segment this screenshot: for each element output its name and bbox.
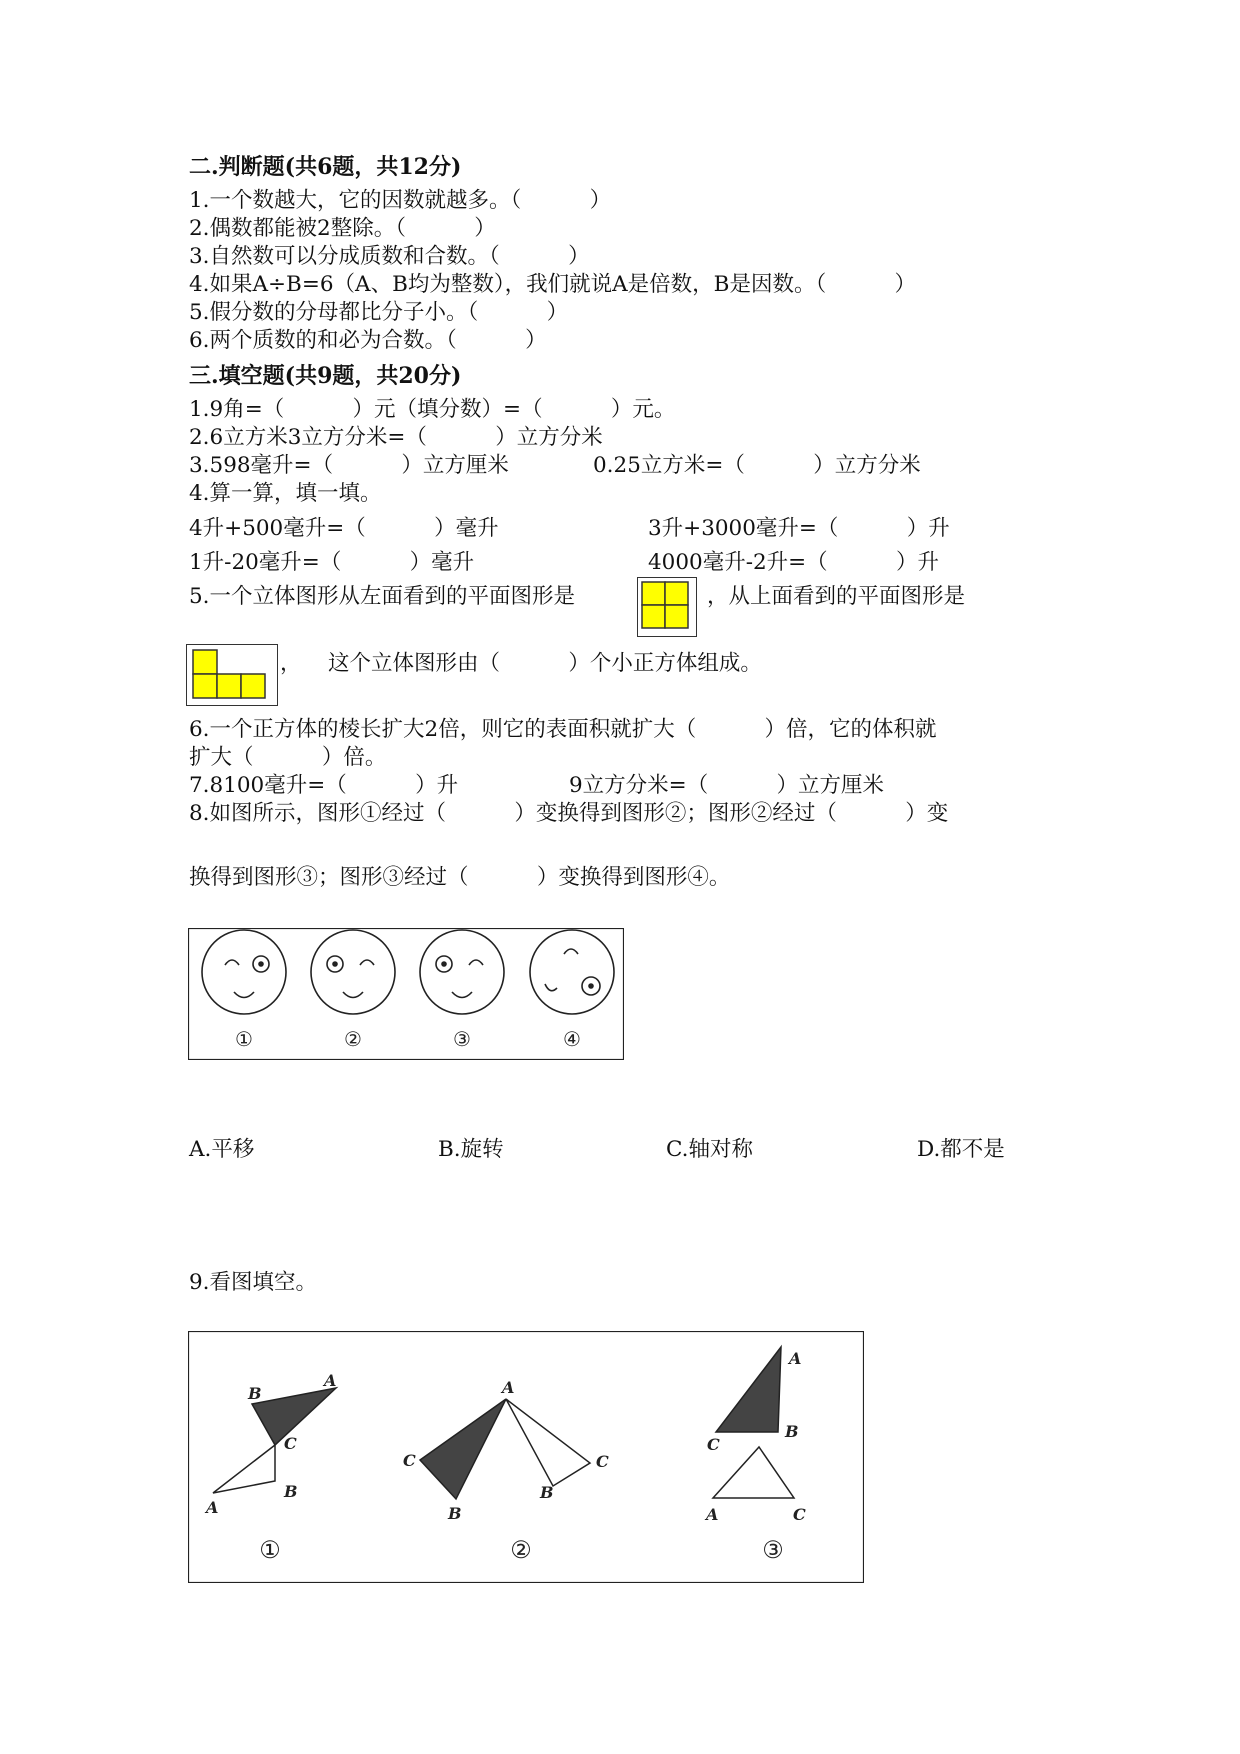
fill-q8-line1: 8.如图所示，图形①经过（ ）变换得到图形②；图形②经过（ ）变	[189, 801, 949, 826]
face-label-3: ③	[453, 1027, 471, 1051]
fill-q4-4: 4000毫升-2升=（ ）升	[648, 550, 940, 575]
top-view-figure	[186, 644, 278, 706]
judge-item-3: 3.自然数可以分成质数和合数。（ ）	[189, 244, 590, 269]
face-label-1: ①	[235, 1027, 253, 1051]
fill-q5-part1: 5.一个立体图形从左面看到的平面图形是	[189, 584, 576, 609]
fill-q9: 9.看图填空。	[189, 1270, 318, 1295]
tri2-label-c: C	[403, 1451, 416, 1470]
fill-q4: 4.算一算，填一填。	[189, 481, 382, 506]
triangles-figure	[188, 1331, 864, 1583]
section2-title: 二.判断题(共6题，共12分)	[189, 154, 462, 180]
fill-q6-line2: 扩大（ ）倍。	[189, 745, 387, 770]
face-label-2: ②	[344, 1027, 362, 1051]
fill-q4-3: 1升-20毫升=（ ）毫升	[189, 550, 475, 575]
option-c: C.轴对称	[666, 1137, 754, 1162]
fill-q5-part2: ，从上面看到的平面图形是	[707, 584, 966, 609]
judge-item-5: 5.假分数的分母都比分子小。（ ）	[189, 300, 569, 325]
tri2-label-a: A	[502, 1378, 515, 1397]
tri-label-3: ③	[762, 1536, 784, 1564]
fill-q5-comma: ，	[280, 651, 302, 676]
judge-item-6: 6.两个质数的和必为合数。（ ）	[189, 328, 547, 353]
tri1-label-b2: B	[284, 1482, 298, 1501]
fill-q7b: 9立方分米=（ ）立方厘米	[569, 773, 885, 798]
fill-q4-2: 3升+3000毫升=（ ）升	[648, 516, 950, 541]
tri1-label-c: C	[284, 1434, 297, 1453]
tri-label-2: ②	[510, 1536, 532, 1564]
tri2-label-c2: C	[596, 1452, 609, 1471]
left-view-figure	[637, 577, 697, 637]
fill-q2: 2.6立方米3立方分米=（ ）立方分米	[189, 425, 603, 450]
judge-item-4: 4.如果A÷B=6（A、B均为整数），我们就说A是倍数，B是因数。（ ）	[189, 272, 917, 297]
tri3-label-b: B	[785, 1422, 799, 1441]
fill-q3b: 0.25立方米=（ ）立方分米	[593, 453, 921, 478]
judge-item-2: 2.偶数都能被2整除。（ ）	[189, 216, 496, 241]
tri3-label-c: C	[707, 1435, 720, 1454]
section3-title: 三.填空题(共9题，共20分)	[189, 363, 462, 389]
option-a: A.平移	[189, 1137, 255, 1162]
tri1-label-b: B	[248, 1384, 262, 1403]
fill-q3a: 3.598毫升=（ ）立方厘米	[189, 453, 509, 478]
faces-figure	[188, 928, 624, 1060]
fill-q4-1: 4升+500毫升=（ ）毫升	[189, 516, 499, 541]
judge-item-1: 1.一个数越大，它的因数就越多。（ ）	[189, 188, 612, 213]
tri1-label-a2: A	[206, 1498, 219, 1517]
tri3-label-c2: C	[793, 1505, 806, 1524]
tri1-label-a: A	[324, 1371, 337, 1390]
tri3-label-a2: A	[706, 1505, 719, 1524]
tri-label-1: ①	[259, 1536, 281, 1564]
fill-q6-line1: 6.一个正方体的棱长扩大2倍，则它的表面积就扩大（ ）倍，它的体积就	[189, 717, 937, 742]
fill-q7a: 7.8100毫升=（ ）升	[189, 773, 459, 798]
tri2-label-b: B	[448, 1504, 462, 1523]
option-b: B.旋转	[438, 1137, 504, 1162]
fill-q1: 1.9角=（ ）元（填分数）=（ ）元。	[189, 397, 676, 422]
tri2-label-b2: B	[540, 1483, 554, 1502]
tri3-label-a: A	[789, 1349, 802, 1368]
option-d: D.都不是	[917, 1137, 1005, 1162]
fill-q8-line2: 换得到图形③；图形③经过（ ）变换得到图形④。	[189, 865, 731, 890]
face-label-4: ④	[563, 1027, 581, 1051]
fill-q5-part3: 这个立体图形由（ ）个小正方体组成。	[328, 651, 762, 676]
